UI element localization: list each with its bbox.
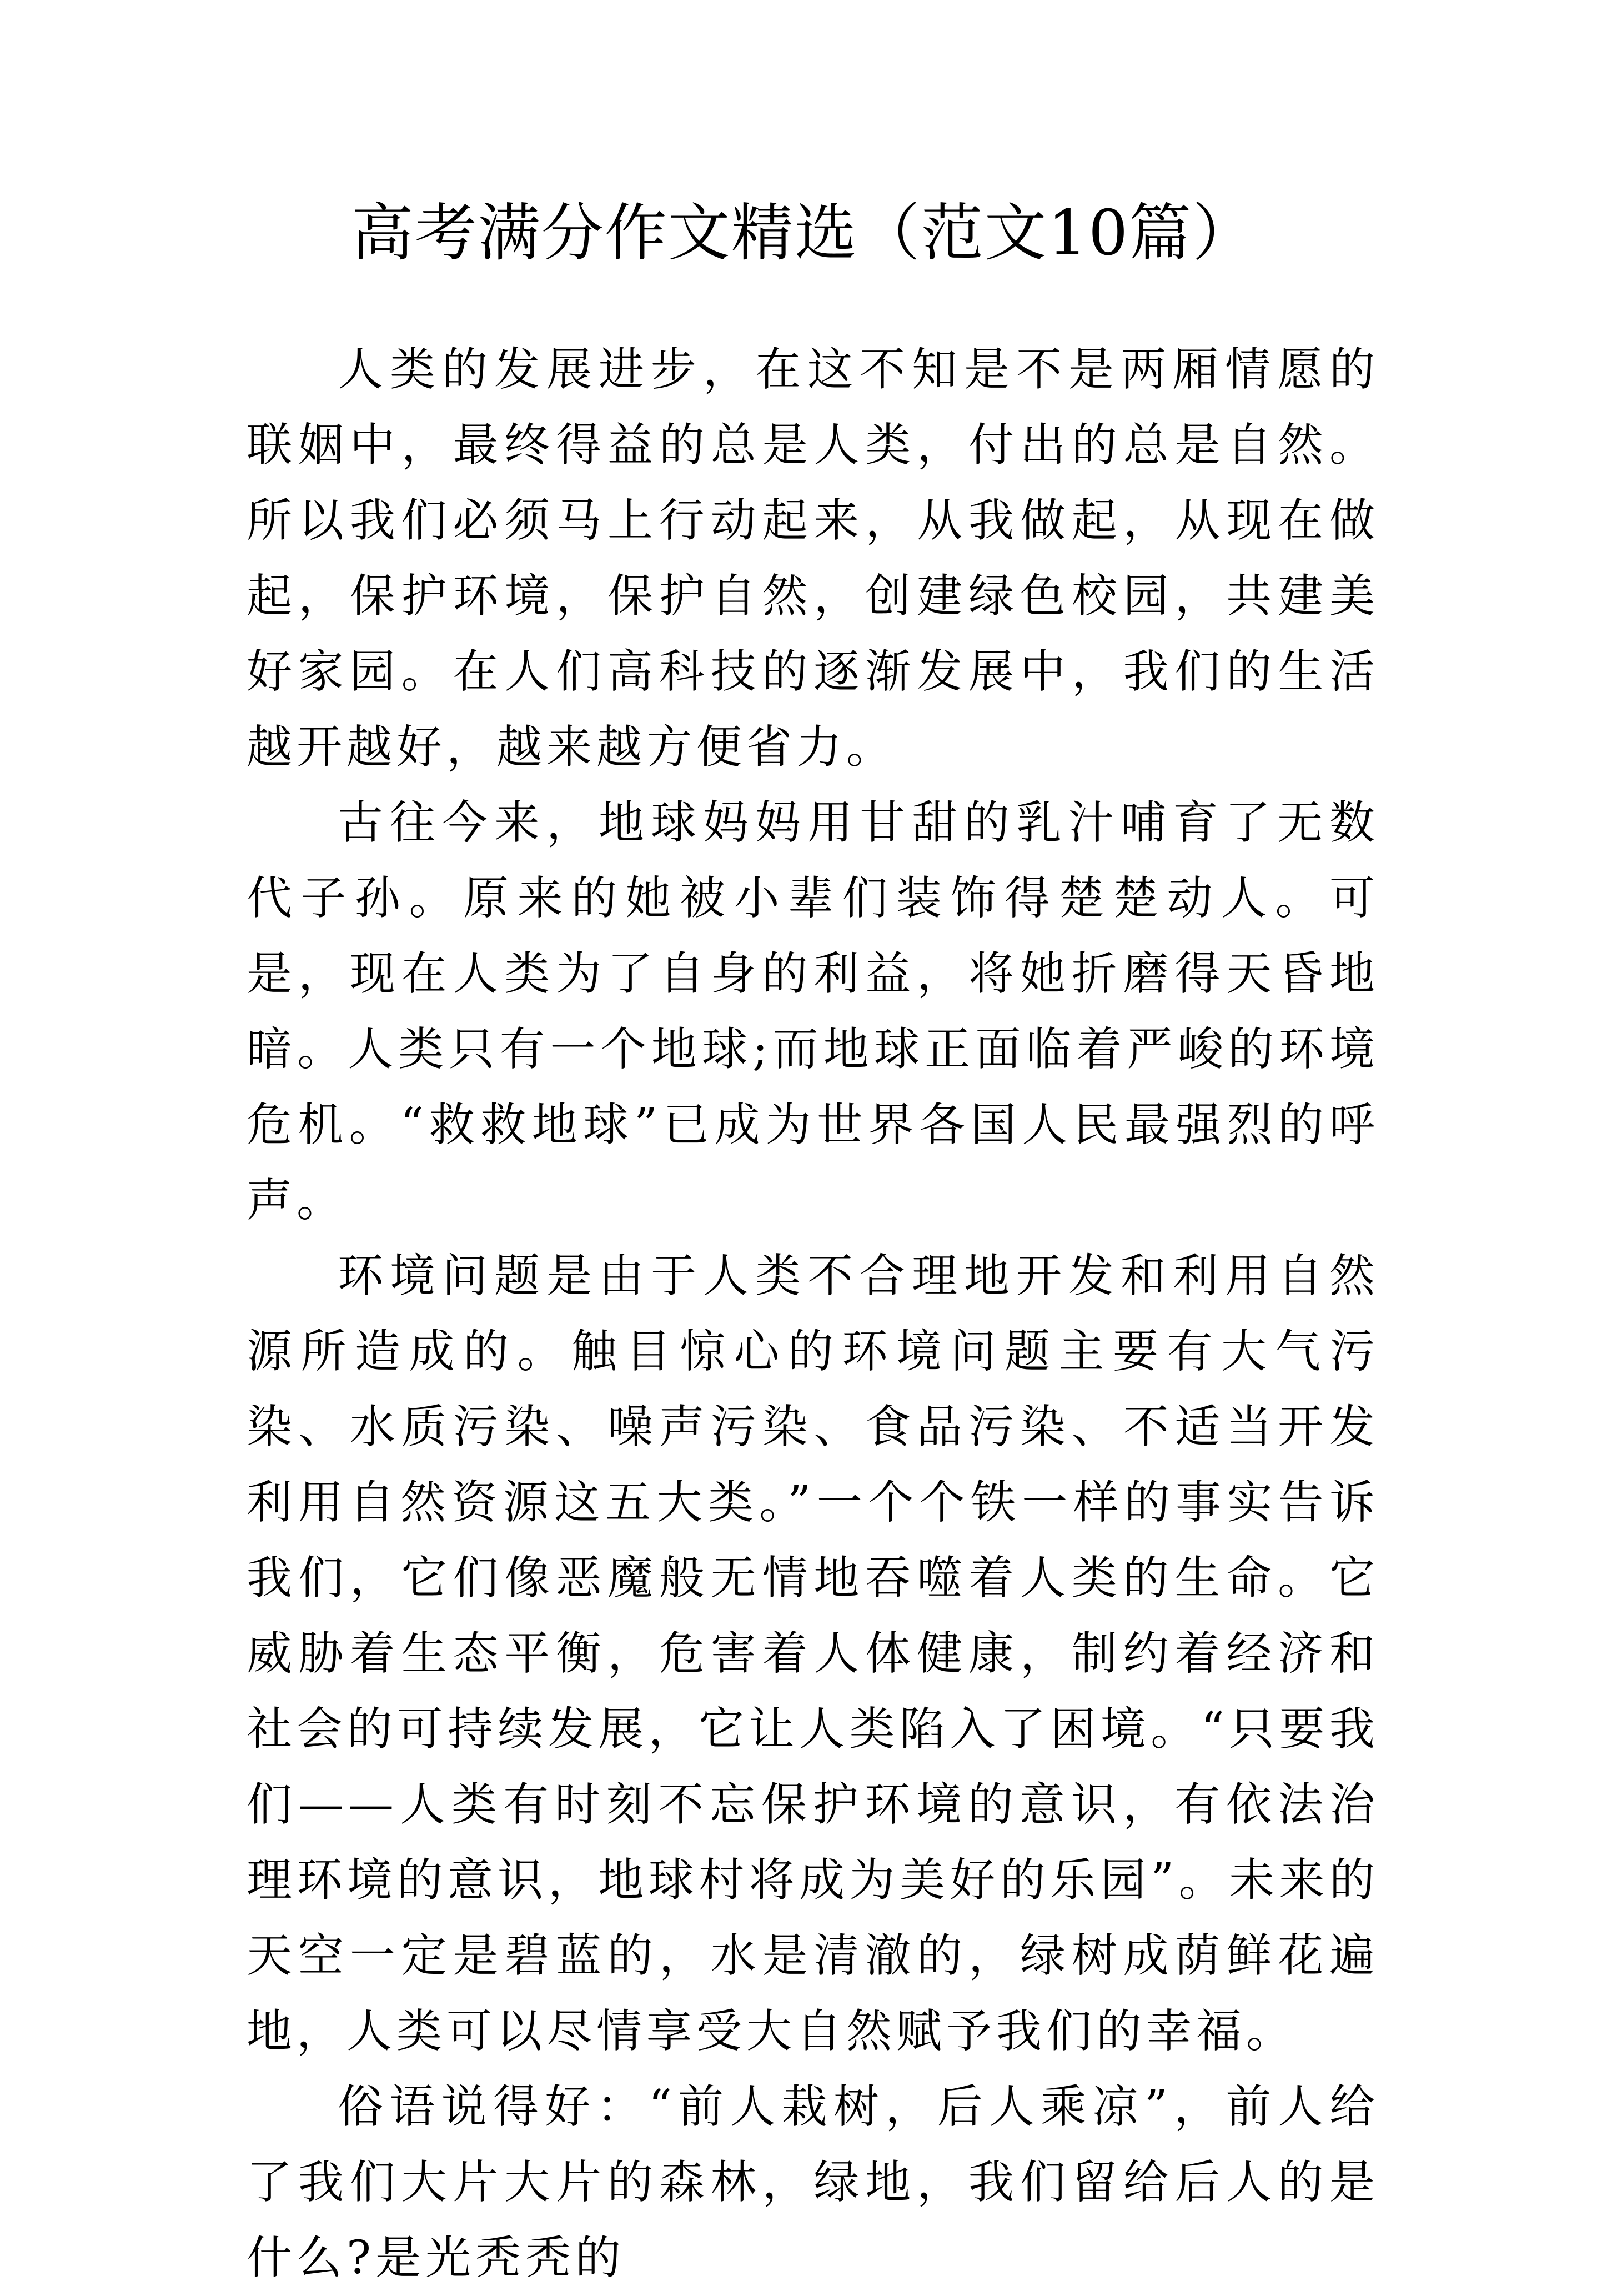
paragraph-3: 环境问题是由于人类不合理地开发和利用自然源所造成的。触目惊心的环境问题主要有大气污染、水质污染、噪声污染、食品污染、不适当开发利用自然资源这五大类。”一个个铁一样的事实告诉我们，它们像恶魔般无情地吞噬着人类的生命。它威胁着生态平衡，危害着人体健康，制约着经济和社会的可持续发展，它让人类陷入了困境。“只要我们——人类有时刻不忘保护环境的意识，有依法治理环境的意识，地球村将成为美好的乐园”。未来的天空一定是碧蓝的，水是清澈的，绿树成荫鲜花遍地，人类可以尽情享受大自然赋予我们的幸福。 bbox=[247, 1250, 1379, 2058]
document-body bbox=[247, 332, 1379, 2296]
paragraph-2: 古往今来，地球妈妈用甘甜的乳汁哺育了无数代子孙。原来的她被小辈们装饰得楚楚动人。可是，现在人类为了自身的利益，将她折磨得天昏地暗。人类只有一个地球;而地球正面临着严峻的环境危机。“救救地球”已成为世界各国人民最强烈的呼声。 bbox=[247, 796, 1379, 1227]
paragraph-4: 俗语说得好：“前人栽树，后人乘凉”，前人给了我们大片大片的森林，绿地，我们留给后人的是什么?是光秃秃的 bbox=[247, 2081, 1379, 2284]
document-title: 高考满分作文精选（范文10篇） bbox=[351, 197, 1256, 269]
paragraph-1: 人类的发展进步，在这不知是不是两厢情愿的联姻中，最终得益的总是人类，付出的总是自然。所以我们必须马上行动起来，从我做起，从现在做起，保护环境，保护自然，创建绿色校园，共建美好家园。在人们高科技的逐渐发展中，我们的生活越开越好，越来越方便省力。 bbox=[247, 343, 1379, 774]
